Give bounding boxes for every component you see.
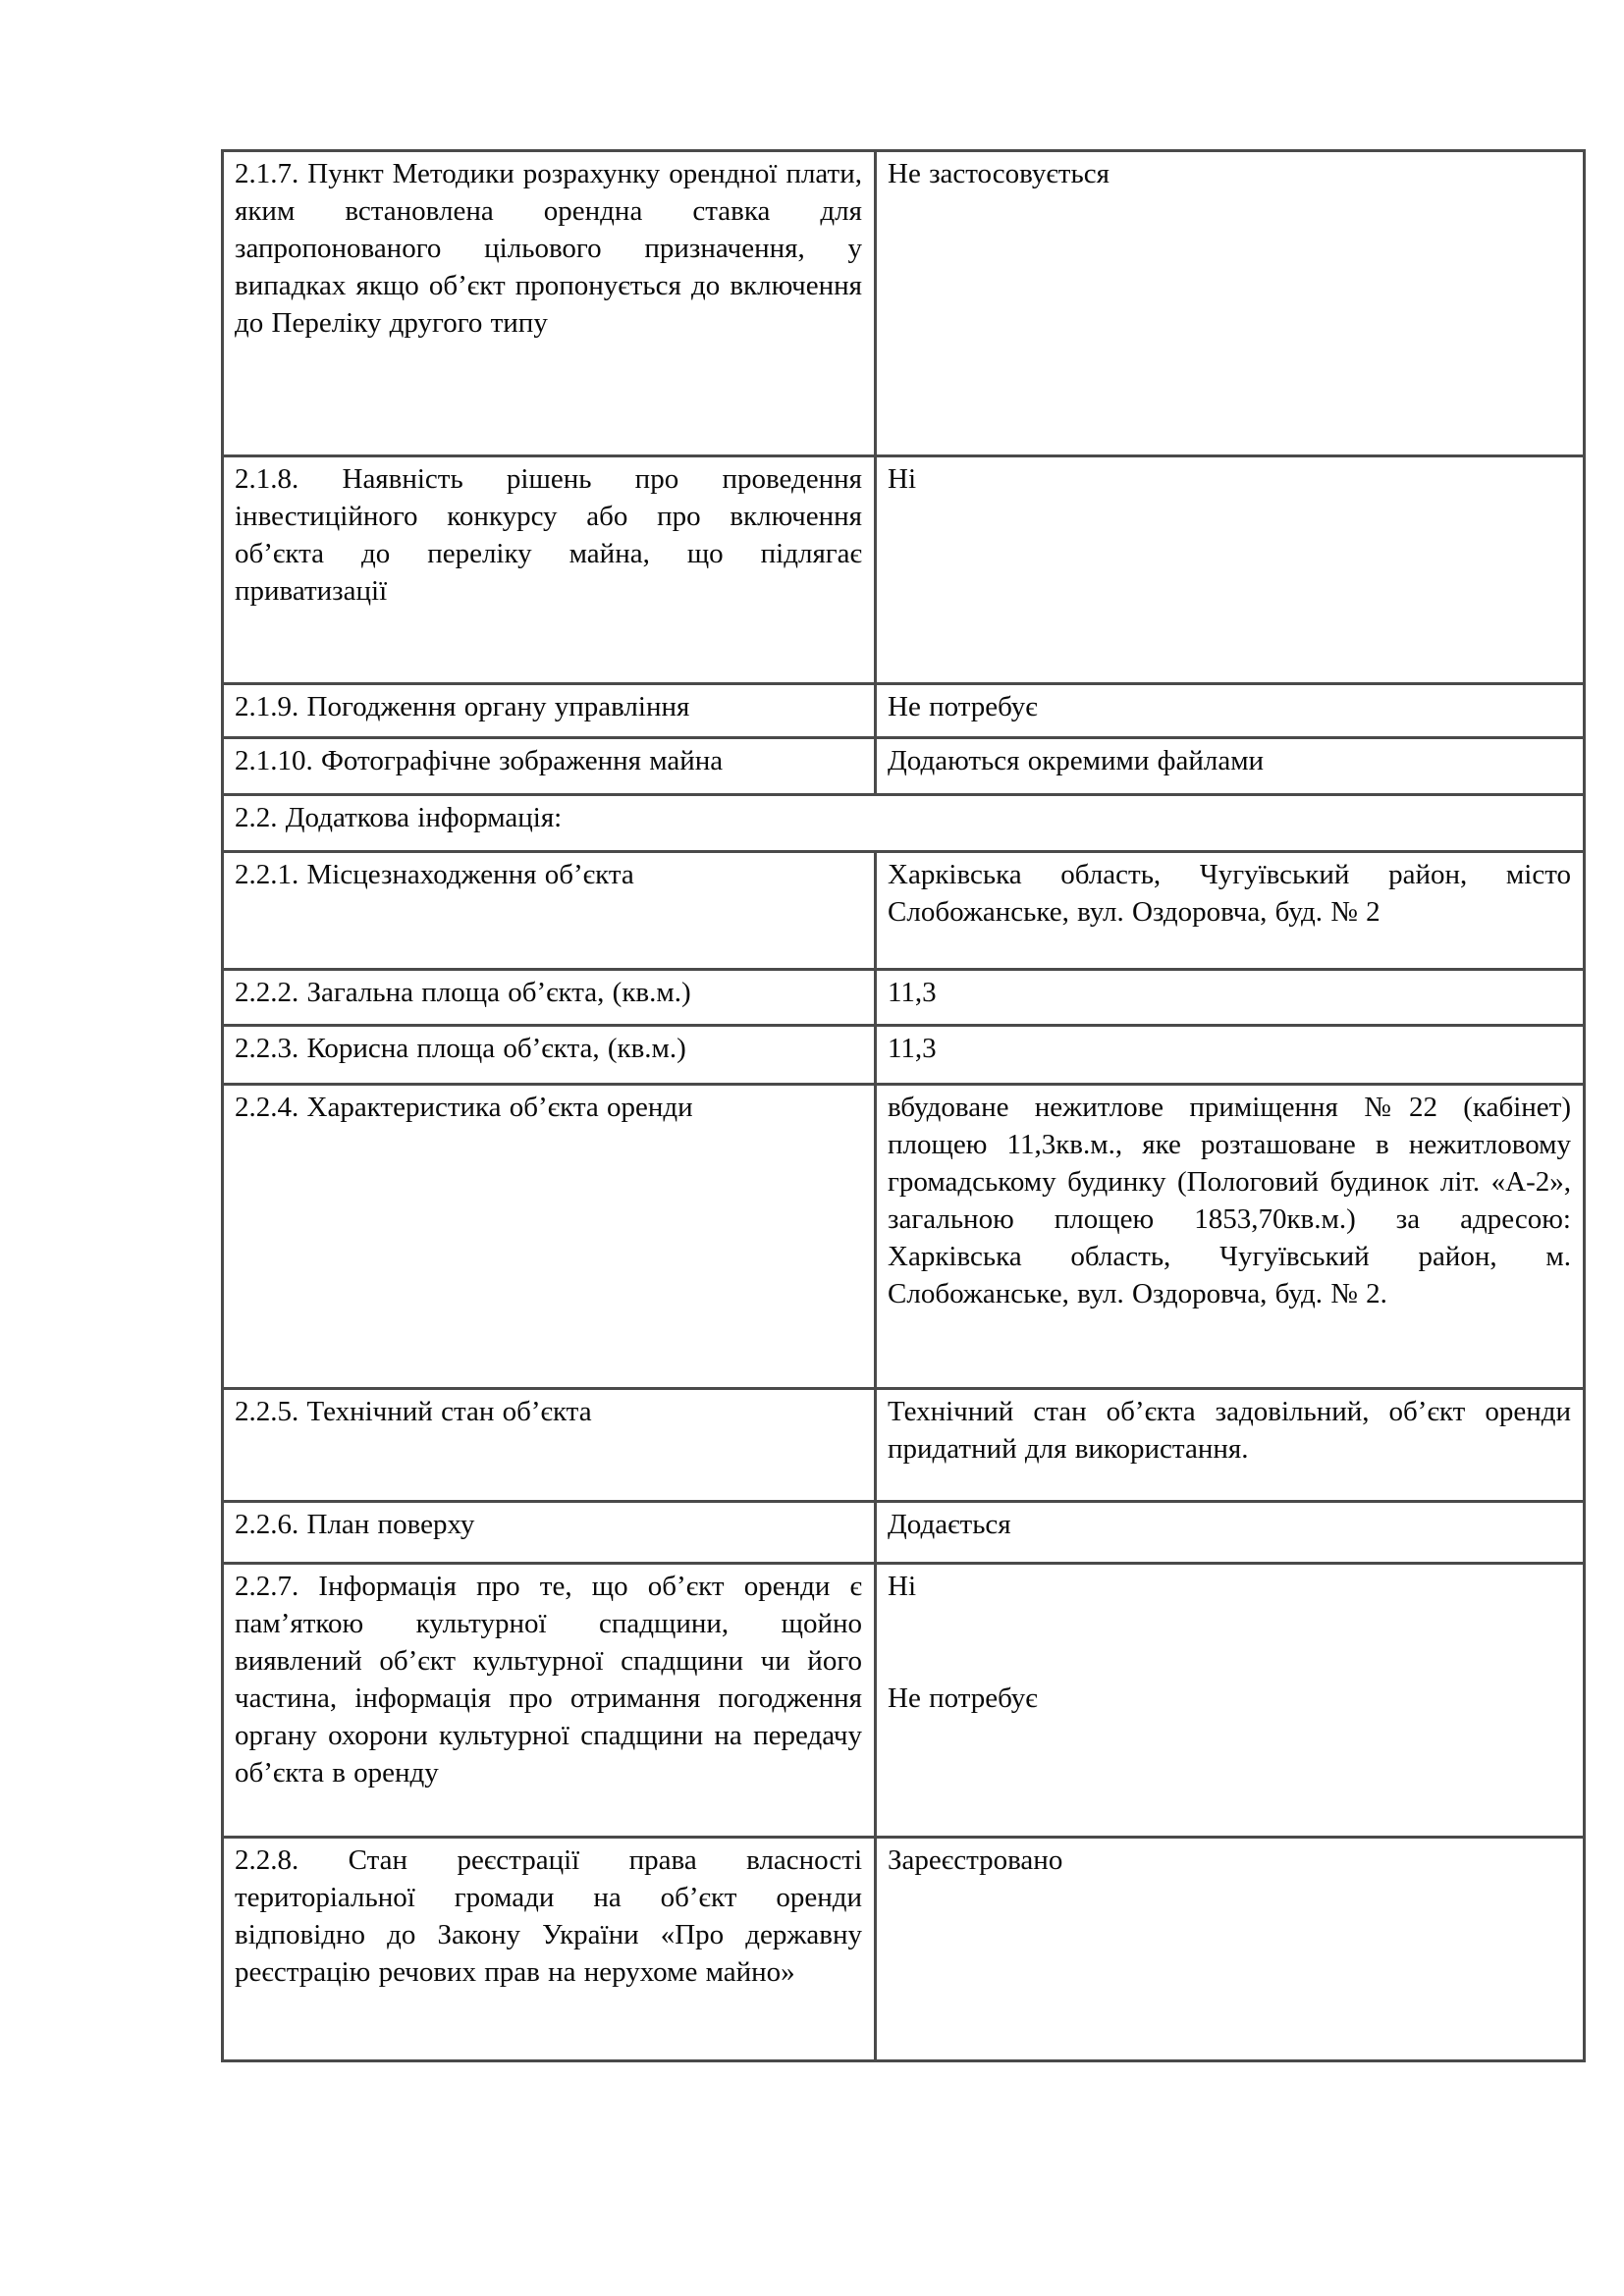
- row-value: Не застосовується: [876, 151, 1585, 456]
- section-header: 2.2. Додаткова інформація:: [223, 795, 1585, 852]
- row-label: 2.2.7. Інформація про те, що об’єкт оренди є пам’яткою культурної спадщини, щойно виявлений об’єкт культурної спадщини чи його частина, інформація про отримання погодження органу охорони культурної спадщини на передачу об’єкта в оренду: [223, 1564, 876, 1838]
- table-row-2-1-7: [223, 151, 1585, 456]
- row-label: 2.1.8. Наявність рішень про проведення інвестиційного конкурсу або про включення об’єкта до переліку майна, що підлягає приватизації: [223, 456, 876, 684]
- row-label: 2.2.3. Корисна площа об’єкта, (кв.м.): [223, 1026, 876, 1085]
- row-value-primary: Ні: [888, 1571, 916, 1602]
- row-value: Додається: [876, 1502, 1585, 1564]
- table-row-2-2-5: [223, 1389, 1585, 1502]
- table-row-2-2-4: [223, 1085, 1585, 1389]
- row-value: 11,3: [876, 1026, 1585, 1085]
- row-label: 2.2.4. Характеристика об’єкта оренди: [223, 1085, 876, 1389]
- row-value: Технічний стан об’єкта задовільний, об’єкт оренди придатний для використання.: [876, 1389, 1585, 1502]
- table-row-2-2-header: [223, 795, 1585, 852]
- row-label: 2.2.1. Місцезнаходження об’єкта: [223, 852, 876, 970]
- row-label: 2.1.10. Фотографічне зображення майна: [223, 738, 876, 795]
- table-row-2-2-6: [223, 1502, 1585, 1564]
- row-value: Ні: [876, 456, 1585, 684]
- row-label: 2.2.8. Стан реєстрації права власності територіальної громади на об’єкт оренди відповідно до Закону України «Про державну реєстрацію речових прав на нерухоме майно»: [223, 1838, 876, 2061]
- row-value: Додаються окремими файлами: [876, 738, 1585, 795]
- row-value: Зареєстровано: [876, 1838, 1585, 2061]
- row-value: 11,3: [876, 970, 1585, 1026]
- row-value: Не потребує: [876, 684, 1585, 738]
- row-label: 2.2.2. Загальна площа об’єкта, (кв.м.): [223, 970, 876, 1026]
- table-row-2-1-9: [223, 684, 1585, 738]
- table-row-2-2-2: [223, 970, 1585, 1026]
- row-label: 2.2.6. План поверху: [223, 1502, 876, 1564]
- table-row-2-2-1: [223, 852, 1585, 970]
- row-label: 2.1.7. Пункт Методики розрахунку орендної плати, яким встановлена орендна ставка для запропонованого цільового призначення, у випадках якщо об’єкт пропонується до включення до Переліку другого типу: [223, 151, 876, 456]
- row-value: вбудоване нежитлове приміщення №22 (кабінет) площею 11,3кв.м., яке розташоване в нежитловому громадському будинку (Пологовий будинок літ. «А-2», загальною площею 1853,70кв.м.) за адресою: Харківська область, Чугуївський район, м. Слобожанське, вул. Оздоровча, буд. № 2.: [876, 1085, 1585, 1389]
- lease-object-info-table: [221, 149, 1586, 2062]
- row-value-secondary: Не потребує: [888, 1682, 1038, 1714]
- table-row-2-1-10: [223, 738, 1585, 795]
- row-label: 2.1.9. Погодження органу управління: [223, 684, 876, 738]
- row-value: Харківська область, Чугуївський район, місто Слобожанське, вул. Оздоровча, буд. № 2: [876, 852, 1585, 970]
- row-value: [876, 1564, 1585, 1838]
- table-row-2-1-8: [223, 456, 1585, 684]
- table-row-2-2-3: [223, 1026, 1585, 1085]
- table-row-2-2-7: [223, 1564, 1585, 1838]
- table-row-2-2-8: [223, 1838, 1585, 2061]
- row-label: 2.2.5. Технічний стан об’єкта: [223, 1389, 876, 1502]
